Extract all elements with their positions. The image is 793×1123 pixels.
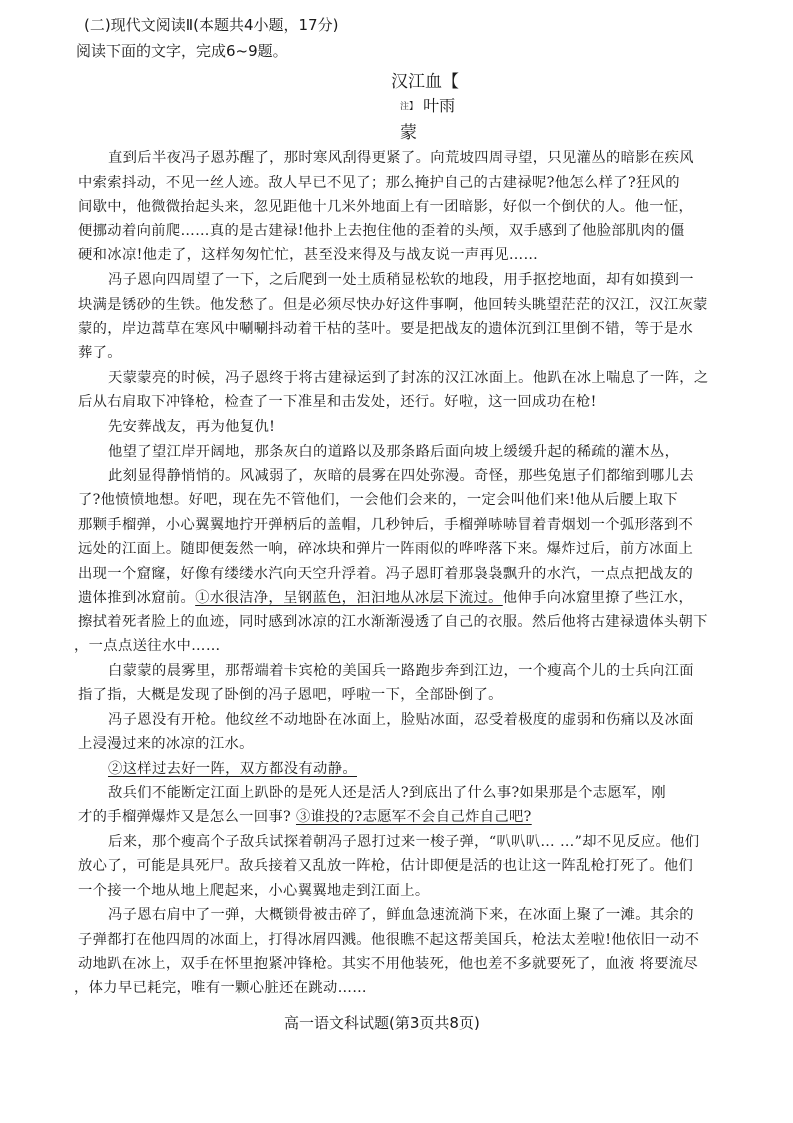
line-text-rest: 他伸手向冰窟里撩了些江水，	[502, 590, 694, 606]
text-line	[108, 660, 694, 680]
text-line	[78, 294, 708, 314]
text-line	[108, 709, 694, 729]
line-text: 他望了望江岸开阔地，那条灰白的道路以及那条路后面向坡上缓缓升起的稀疏的灌木丛，	[108, 444, 680, 460]
text-line	[108, 416, 275, 436]
line-text: 远处的江面上。随即便轰然一响，碎冰块和弹片一阵雨似的哗哗落下来。爆炸过后，前方冰面上	[78, 541, 694, 557]
text-line	[78, 684, 503, 704]
line-text: 后来，那个瘦高个子敌兵试探着朝冯子恩打过来一梭子弹，“叭叭叭… …”却不见反应。他们	[108, 834, 700, 850]
text-line	[78, 196, 693, 216]
text-line	[78, 514, 693, 534]
text-line	[78, 806, 532, 826]
line-text: 白蒙蒙的晨雾里，那帮端着卡宾枪的美国兵一路跑步奔到江边，一个瘦高个儿的士兵向江面	[108, 663, 694, 679]
text-line	[108, 147, 694, 167]
line-text: 子弹都打在他四周的冰面上，打得冰屑四溅。他很瞧不起这帮美国兵，枪法太差啦!他依旧一动不	[78, 932, 700, 948]
text-line	[78, 244, 538, 264]
text-line	[78, 172, 680, 192]
line-text: 天蒙蒙亮的时候，冯子恩终于将古建禄运到了封冻的汉江冰面上。他趴在冰上喘息了一阵，之	[108, 370, 709, 386]
text-line	[78, 929, 699, 949]
line-text: 葬了。	[78, 345, 122, 361]
text-line	[108, 465, 694, 485]
line-text: 上浸漫过来的冰凉的江水。	[78, 736, 254, 752]
author-name: 叶雨	[423, 96, 456, 115]
text-line	[108, 367, 709, 387]
article-title: 汉江血【	[391, 72, 459, 92]
text-line	[74, 635, 220, 655]
line-text: 此刻显得静悄悄的。风减弱了，灰暗的晨雾在四处弥漫。奇怪，那些兔崽子们都缩到哪儿去	[108, 468, 694, 484]
line-text: 动地趴在冰上，双手在怀里抱紧冲锋枪。其实不用他装死，他也差不多就要死了，血液 将要流尽	[78, 956, 699, 972]
text-line	[74, 977, 367, 997]
underlined-sentence: ①水很洁净，呈钢蓝色，汩汩地从冰层下流过。	[195, 590, 503, 606]
text-line	[78, 538, 693, 558]
page-footer: 高一语文科试题(第3页共8页)	[284, 1014, 480, 1032]
text-line	[78, 342, 122, 362]
line-text: 间歇中，他微微抬起头来，忽见距他十几米外地面上有一团暗影，好似一个倒伏的人。他一怔，	[78, 199, 694, 215]
article-author-line	[400, 93, 455, 116]
line-text: 冯子恩没有开枪。他纹丝不动地卧在冰面上，脸贴冰面，忍受着极度的虚弱和伤痛以及冰面	[108, 712, 694, 728]
line-text: ，体力早已耗完，唯有一颗心脏还在跳动……	[74, 980, 367, 996]
line-text: 出现一个窟窿，好像有缕缕水汽向天空升浮着。冯子恩盯着那袅袅飘升的水汽，一点点把战友的	[78, 566, 694, 582]
text-line	[108, 441, 679, 461]
text-line	[78, 563, 693, 583]
line-text: 冯子恩向四周望了一下，之后爬到一处土质稍显松软的地段，用手抠挖地面，却有如摸到一	[108, 272, 694, 288]
text-line	[108, 269, 694, 289]
text-line	[78, 489, 678, 509]
text-line	[108, 758, 357, 778]
text-line	[108, 782, 666, 802]
author-note-tag: 注】	[400, 102, 419, 112]
text-line	[78, 391, 597, 411]
line-text: 擦拭着死者脸上的血迹，同时感到冰凉的江水渐渐漫透了自己的衣服。然后他将古建禄遗体头朝下	[78, 614, 708, 630]
text-line	[108, 831, 699, 851]
text-line	[78, 611, 708, 631]
line-text: 蒙的，岸边蒿草在寒风中唰唰抖动着干枯的茎叶。要是把战友的遗体沉到江里倒不错，等于是水	[78, 321, 694, 337]
text-line	[108, 904, 694, 924]
line-text: 一个接一个地从地上爬起来，小心翼翼地走到江面上。	[78, 883, 430, 899]
text-line	[78, 953, 698, 973]
text-line	[78, 318, 693, 338]
line-text: 了?他愤愤地想。好吧，现在先不管他们，一会他们会来的，一定会叫他们来!他从后腰上取下	[78, 492, 678, 508]
text-line	[78, 220, 685, 240]
line-text: 放心了，可能是具死尸。敌兵接着又乱放一阵枪，估计即便是活的也让这一阵乱枪打死了。他们	[78, 858, 694, 874]
line-text: 直到后半夜冯子恩苏醒了，那时寒风刮得更紧了。向荒坡四周寻望，只见灌丛的暗影在疾风	[108, 150, 694, 166]
line-text: 冯子恩右肩中了一弹，大概锁骨被击碎了，鲜血急速流淌下来，在冰面上聚了一滩。其余的	[108, 907, 694, 923]
line-text: 那颗手榴弹，小心翼翼地拧开弹柄后的盖帽，几秒钟后，手榴弹哧哧冒着青烟划一个弧形落到不	[78, 517, 694, 533]
text-line	[78, 587, 693, 607]
line-text: 才的手榴弹爆炸又是怎么一回事?	[78, 809, 296, 825]
text-line	[78, 855, 693, 875]
line-text: 敌兵们不能断定江面上趴卧的是死人还是活人?到底出了什么事?如果那是个志愿军，刚	[108, 785, 666, 801]
underlined-sentence: ③谁投的?志愿军不会自己炸自己吧?	[295, 809, 532, 825]
line-text: 先安葬战友，再为他复仇!	[108, 419, 276, 435]
line-text: ，一点点送往水中……	[74, 638, 221, 654]
line-text: 中索索抖动，不见一丝人迹。敌人早已不见了；那么掩护自己的古建禄呢?他怎么样了?狂风的	[78, 175, 680, 191]
line-text: 遗体推到冰窟前。	[78, 590, 196, 606]
line-text: 指了指，大概是发现了卧倒的冯子恩吧，呼啦一下，全部卧倒了。	[78, 687, 503, 703]
line-text: 块满是锈砂的生铁。他发愁了。但是必须尽快办好这件事啊，他回转头眺望茫茫的汉江，汉江灰蒙	[78, 297, 708, 313]
line-text: 便挪动着向前爬……真的是古建禄!他扑上去抱住他的歪着的头颅，双手感到了他脸部肌肉的僵	[78, 223, 685, 239]
article-author-line-2: 蒙	[400, 123, 417, 143]
line-text: 硬和冰凉!他走了，这样匆匆忙忙，甚至没来得及与战友说一声再见……	[78, 247, 539, 263]
instruction-text: 阅读下面的文字，完成6~9题。	[76, 42, 288, 60]
text-line	[78, 733, 254, 753]
section-heading: (二)现代文阅读Ⅱ(本题共4小题，17分)	[84, 16, 339, 34]
text-line	[78, 880, 430, 900]
line-text: 后从右肩取下冲锋枪，检查了一下准星和击发处，还行。好啦，这一回成功在枪!	[78, 394, 597, 410]
underlined-sentence: ②这样过去好一阵，双方都没有动静。	[108, 761, 357, 777]
